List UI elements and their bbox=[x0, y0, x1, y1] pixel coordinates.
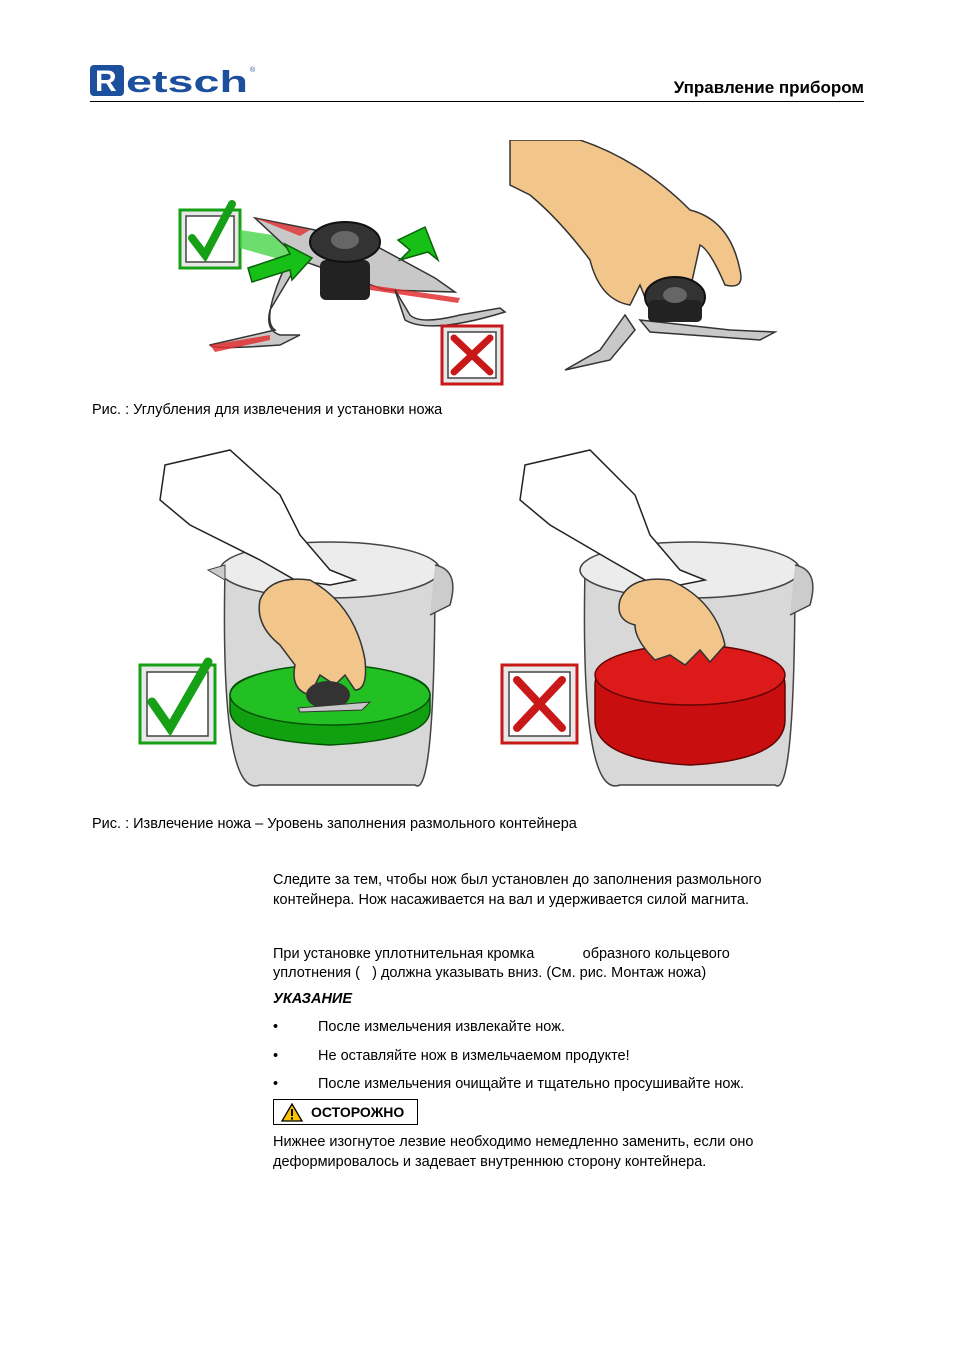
figure-caption: Рис. : Углубления для извлечения и установки ножа bbox=[92, 402, 443, 418]
retsch-logo bbox=[90, 62, 260, 98]
bullet-marker: • bbox=[273, 1076, 279, 1092]
check-icon bbox=[140, 662, 215, 743]
cross-icon bbox=[502, 665, 577, 743]
page-title: Управление прибором bbox=[673, 78, 864, 97]
caution-label bbox=[273, 1099, 418, 1125]
figure-caption: Рис. : Извлечение ножа – Уровень заполнения размольного контейнера bbox=[92, 816, 577, 832]
cross-icon bbox=[442, 326, 502, 384]
list-item: После измельчения очищайте и тщательно просушивайте нож. bbox=[318, 1076, 745, 1092]
warning-icon bbox=[281, 1103, 303, 1122]
warning-paragraph: Нижнее изогнутое лезвие необходимо немедленно заменить, если оно деформировалось и задевает внутреннюю сторону контейнера. bbox=[273, 1134, 754, 1170]
check-icon bbox=[180, 204, 240, 268]
header-divider bbox=[90, 101, 864, 102]
figure-fill-level bbox=[130, 440, 830, 805]
svg-text:®: ® bbox=[250, 67, 256, 74]
bullet-marker: • bbox=[273, 1048, 279, 1064]
svg-text:etsch: etsch bbox=[126, 64, 248, 98]
paragraph: Следите за тем, чтобы нож был установлен до заполнения размольного контейнера. Нож насаживается на вал и удерживается силой магнита. bbox=[273, 872, 762, 908]
paragraph-line: При установке уплотнительная кромка образного кольцевого bbox=[273, 946, 730, 962]
paragraph-line: уплотнения ( ) должна указывать вниз. (См. рис. Монтаж ножа) bbox=[273, 965, 707, 981]
note-heading: УКАЗАНИЕ bbox=[273, 991, 353, 1007]
list-item: Не оставляйте нож в измельчаемом продукте! bbox=[318, 1048, 630, 1064]
bullet-marker: • bbox=[273, 1019, 279, 1035]
svg-text:R: R bbox=[95, 65, 117, 98]
list-item: После измельчения извлекайте нож. bbox=[318, 1019, 565, 1035]
figure-blade-recesses bbox=[170, 140, 790, 395]
caution-label-text: ОСТОРОЖНО bbox=[311, 1104, 405, 1120]
